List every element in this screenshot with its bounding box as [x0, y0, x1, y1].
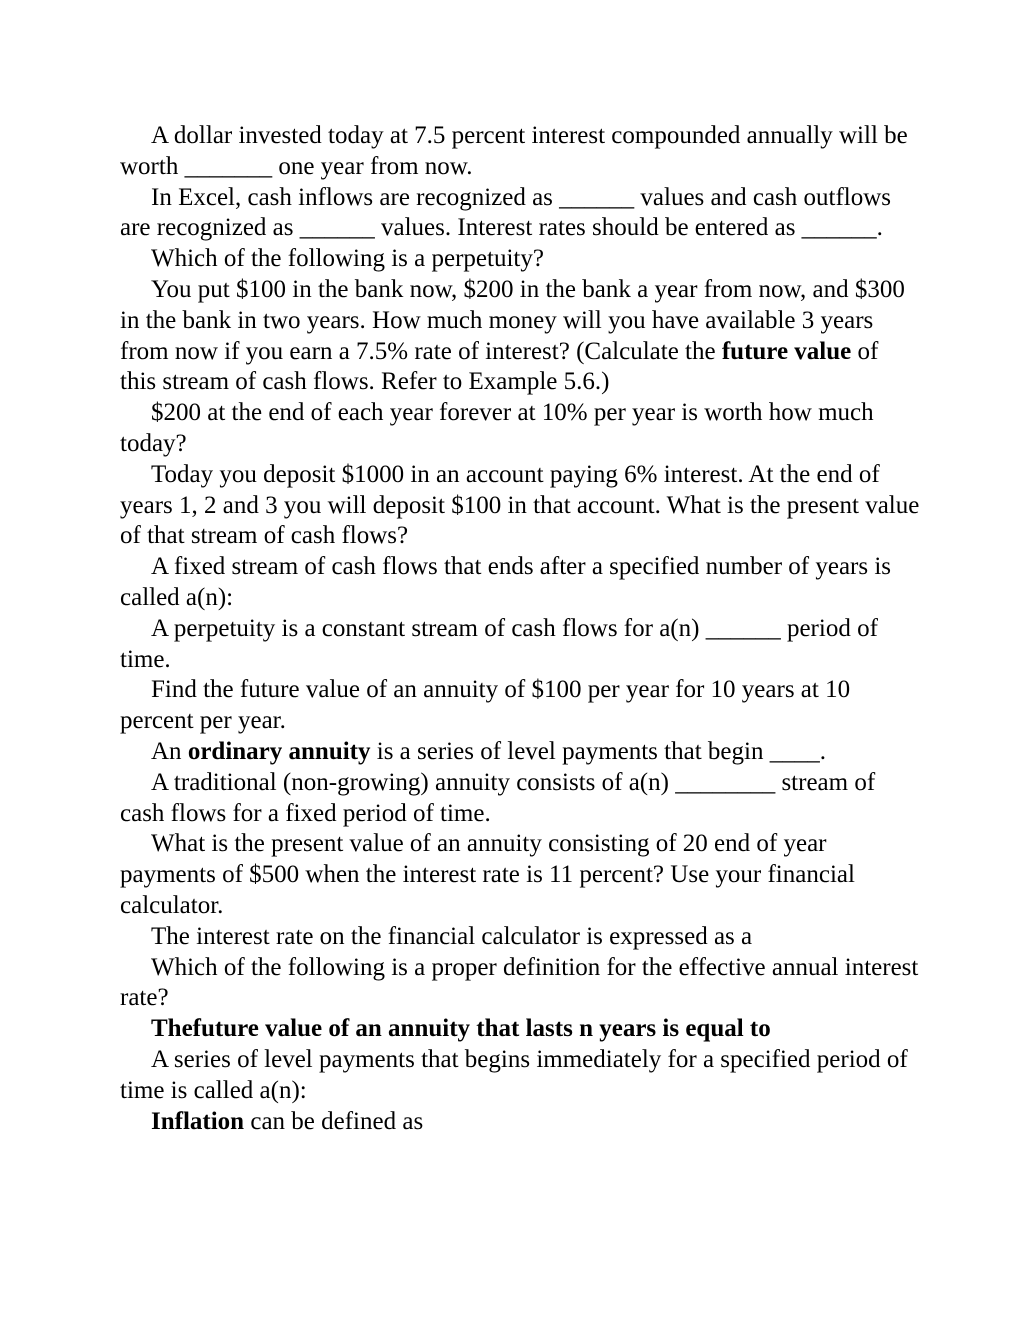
bold-term: ordinary annuity: [187, 737, 371, 765]
question-text: A perpetuity is a constant stream of cash flows for a(n) ______ period of time.: [120, 614, 878, 673]
bold-term: Thefuture value of an annuity that lasts n years is equal to: [151, 1015, 771, 1043]
question-text: A traditional (non-growing) annuity consists of a(n) ________ stream of cash flows for a fixed period of time.: [120, 768, 876, 827]
question-item: [120, 829, 920, 921]
question-text: A fixed stream of cash flows that ends after a specified number of years is called a(n):: [120, 553, 892, 611]
question-item: [120, 398, 920, 460]
question-item: [120, 614, 920, 676]
question-item: [120, 121, 920, 183]
question-item: [120, 675, 920, 737]
question-text: Which of the following is a perpetuity?: [151, 245, 544, 273]
question-text: Find the future value of an annuity of $100 per year for 10 years at 10 percent per year.: [120, 676, 851, 735]
question-item: [120, 737, 920, 768]
question-item: [120, 1107, 920, 1138]
question-text: What is the present value of an annuity consisting of 20 end of year payments of $500 when the interest rate is 11 percent? Use your financial calculator.: [120, 830, 855, 919]
question-list: [120, 121, 920, 1137]
question-text: Which of the following is a proper definition for the effective annual interest rate?: [120, 953, 919, 1012]
question-item: [120, 183, 920, 245]
question-item: [120, 275, 920, 398]
question-item: [120, 552, 920, 614]
question-text: An: [151, 737, 188, 765]
question-item: [120, 953, 920, 1015]
question-text: The interest rate on the financial calculator is expressed as a: [151, 922, 753, 950]
question-text: Today you deposit $1000 in an account paying 6% interest. At the end of years 1, 2 and 3 you will deposit $100 in that account. What is the present value of that stream of cash flows?: [120, 460, 920, 550]
question-text: can be defined as: [244, 1107, 424, 1135]
question-text: of this stream of cash flows. Refer to Example 5.6.): [120, 337, 879, 396]
question-item: [120, 768, 920, 830]
question-text: A dollar invested today at 7.5 percent interest compounded annually will be worth _______ one year from now.: [120, 122, 908, 180]
question-text: A series of level payments that begins immediately for a specified period of time is called a(n):: [120, 1045, 908, 1104]
question-text: You put $100 in the bank now, $200 in the bank a year from now, and $300 in the bank in two years. How much money will you have available 3 years from now if you earn a 7.5% rate of interest? (Calculate the: [120, 275, 905, 365]
question-item: [120, 1014, 920, 1045]
question-text: is a series of level payments that begin ____.: [370, 737, 826, 765]
question-text: In Excel, cash inflows are recognized as ______ values and cash outflows are recognized as ______ values. Interest rates should be entered as ______.: [120, 183, 892, 242]
question-item: [120, 244, 920, 275]
bold-term: Inflation: [151, 1107, 245, 1135]
question-item: [120, 460, 920, 552]
question-item: [120, 1045, 920, 1107]
question-item: [120, 922, 920, 953]
question-text: $200 at the end of each year forever at 10% per year is worth how much today?: [120, 399, 874, 457]
bold-term: future value: [721, 337, 852, 365]
